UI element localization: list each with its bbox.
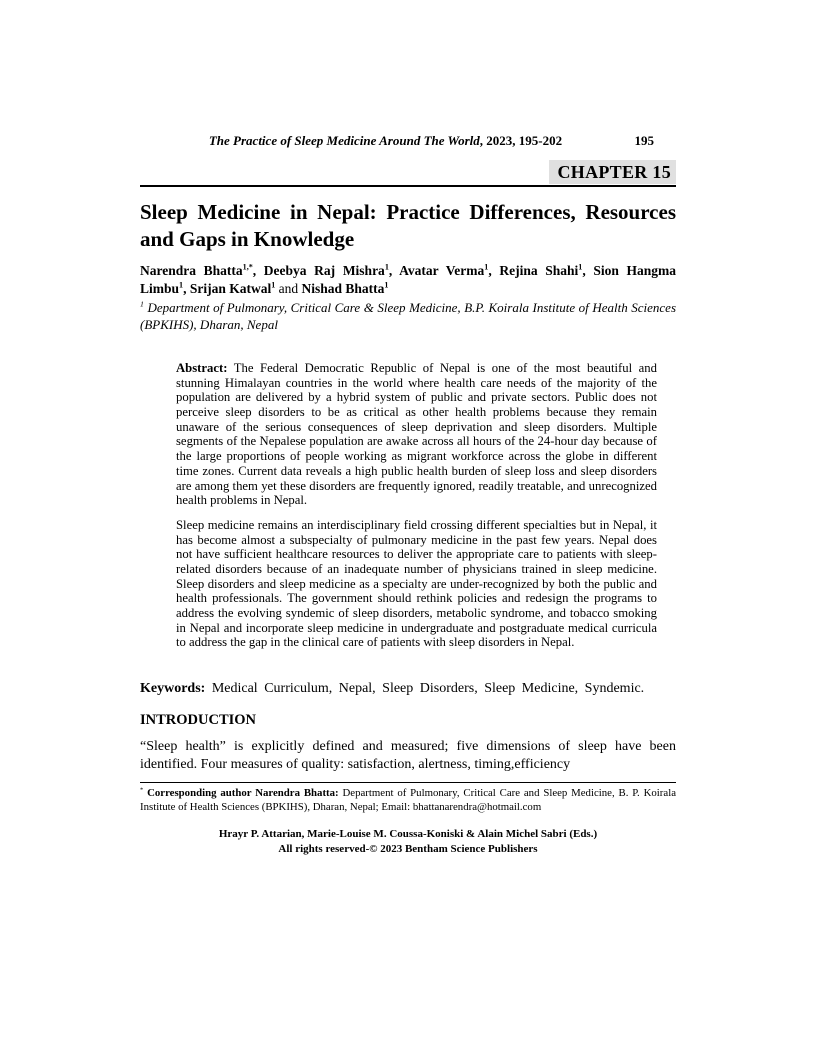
intro-paragraph: “Sleep health” is explicitly defined and measured; five dimensions of sleep have been identified. Four measures of quality: satisfaction, alertness, timing,efficiency <box>140 739 676 773</box>
editors-line: Hrayr P. Attarian, Marie-Louise M. Coussa-Koniski & Alain Michel Sabri (Eds.) <box>218 827 598 840</box>
running-header-suffix: , 2023, 195-202 <box>479 133 563 148</box>
chapter-row <box>140 160 676 184</box>
author-name: Nishad Bhatta <box>301 280 385 296</box>
abstract-paragraph-2: Sleep medicine remains an interdisciplinary field crossing different specialties but in Nepal, it has become almost a subspecialty of pulmonary medicine in the past few years. Nepal does not have sufficient healthcare resources to deliver the appropriate care to patients with sleep-related disorders because of an inadequate number of physicians trained in sleep medicine. Sleep disorders and sleep medicine as a specialty are under-recognized by both the public and health professionals. The government should rethink policies and redesign the programs to address the evolving syndemic of sleep disorders, metabolic syndrome, and tobacco smoking in Nepal and incorporate sleep medicine in undergraduate and postgraduate medical curricula to address the gap in the clinical care of patients with sleep disorders in Nepal. <box>176 517 657 650</box>
page-content <box>140 0 676 857</box>
keywords-text: Medical Curriculum, Nepal, Sleep Disorders, Sleep Medicine, Syndemic. <box>211 680 645 696</box>
authors-line: Narendra Bhatta$^{1,*}$, Deebya Raj Mishra$^1$, Avatar Verma$^1$, Rejina Shahi$^1$, Sion Hangma Limbu$^1$, Srijan Katwal$^1$ and Nishad Bhatta$^1$ <box>140 262 676 296</box>
author-affiliation-marker: 1 <box>271 280 276 290</box>
author-affiliation-marker: 1,* <box>242 262 253 272</box>
author-affiliation-marker: 1 <box>384 280 389 290</box>
footnote-rule <box>140 782 676 783</box>
affiliation <box>140 300 676 333</box>
keywords-line <box>140 680 676 698</box>
affiliation-text: Department of Pulmonary, Critical Care & Sleep Medicine, B.P. Koirala Institute of Health Sciences (BPKIHS), Dharan, Nepal <box>140 300 677 332</box>
author-affiliation-marker: 1 <box>578 262 583 272</box>
chapter-badge: CHAPTER 15 <box>549 160 676 184</box>
running-header-book-title: The Practice of Sleep Medicine Around The World <box>208 133 480 148</box>
author-name: Deebya Raj Mishra <box>263 263 385 279</box>
footnote-marker: * <box>140 786 144 794</box>
page-number: 195 <box>634 133 654 148</box>
chapter-title: Sleep Medicine in Nepal: Practice Differences, Resources and Gaps in Knowledge <box>140 199 676 252</box>
author-name: Narendra Bhatta <box>140 263 243 279</box>
footnote-text: Department of Pulmonary, Critical Care and Sleep Medicine, B. P. Koirala Institute of Health Sciences (BPKIHS), Dharan, Nepal; Email: bhattanarendra@hotmail.com <box>140 787 676 814</box>
authors-and-word: and <box>275 280 302 296</box>
abstract-text-1: The Federal Democratic Republic of Nepal is one of the most beautiful and stunning Himalayan countries in the world where health care needs of the majority of the population are delivered by a hybrid system of public and private sectors. Public does not perceive sleep disorders to be as critical as other health problems because they remain unaware of the serious consequences of sleep deprivation and sleep disorders. Multiple segments of the Nepalese population are awake across all hours of the 24-hour day because of the large proportions of people working as migrant workforce across the globe in different time zones. Current data reveals a high public health burden of sleep loss and sleep disorders are among them yet these disorders are frequently ignored, readily treatable, and unrecognized health problems in Nepal. <box>176 361 657 508</box>
author-name: Rejina Shahi <box>499 263 579 279</box>
keywords-label: Keywords: <box>140 680 206 696</box>
abstract-paragraph-1 <box>176 361 657 508</box>
author-affiliation-marker: 1 <box>484 262 489 272</box>
running-header <box>140 133 676 149</box>
section-heading-introduction: INTRODUCTION <box>140 712 257 729</box>
abstract-block <box>140 361 676 650</box>
author-affiliation-marker: 1 <box>179 280 184 290</box>
header-rule <box>140 185 676 187</box>
corresponding-author-footnote <box>140 786 676 814</box>
affiliation-marker: 1 <box>140 299 144 309</box>
author-name: Srijan Katwal <box>189 280 272 296</box>
abstract-label: Abstract: <box>176 361 228 376</box>
rights-line: All rights reserved-© 2023 Bentham Science Publishers <box>278 842 538 855</box>
author-affiliation-marker: 1 <box>384 262 389 272</box>
running-header-center <box>140 133 631 149</box>
footnote-label: Corresponding author Narendra Bhatta: <box>147 787 339 800</box>
author-name: Sion Hangma Limbu <box>140 263 676 296</box>
publisher-footer <box>140 827 676 858</box>
author-name: Avatar Verma <box>399 263 485 279</box>
